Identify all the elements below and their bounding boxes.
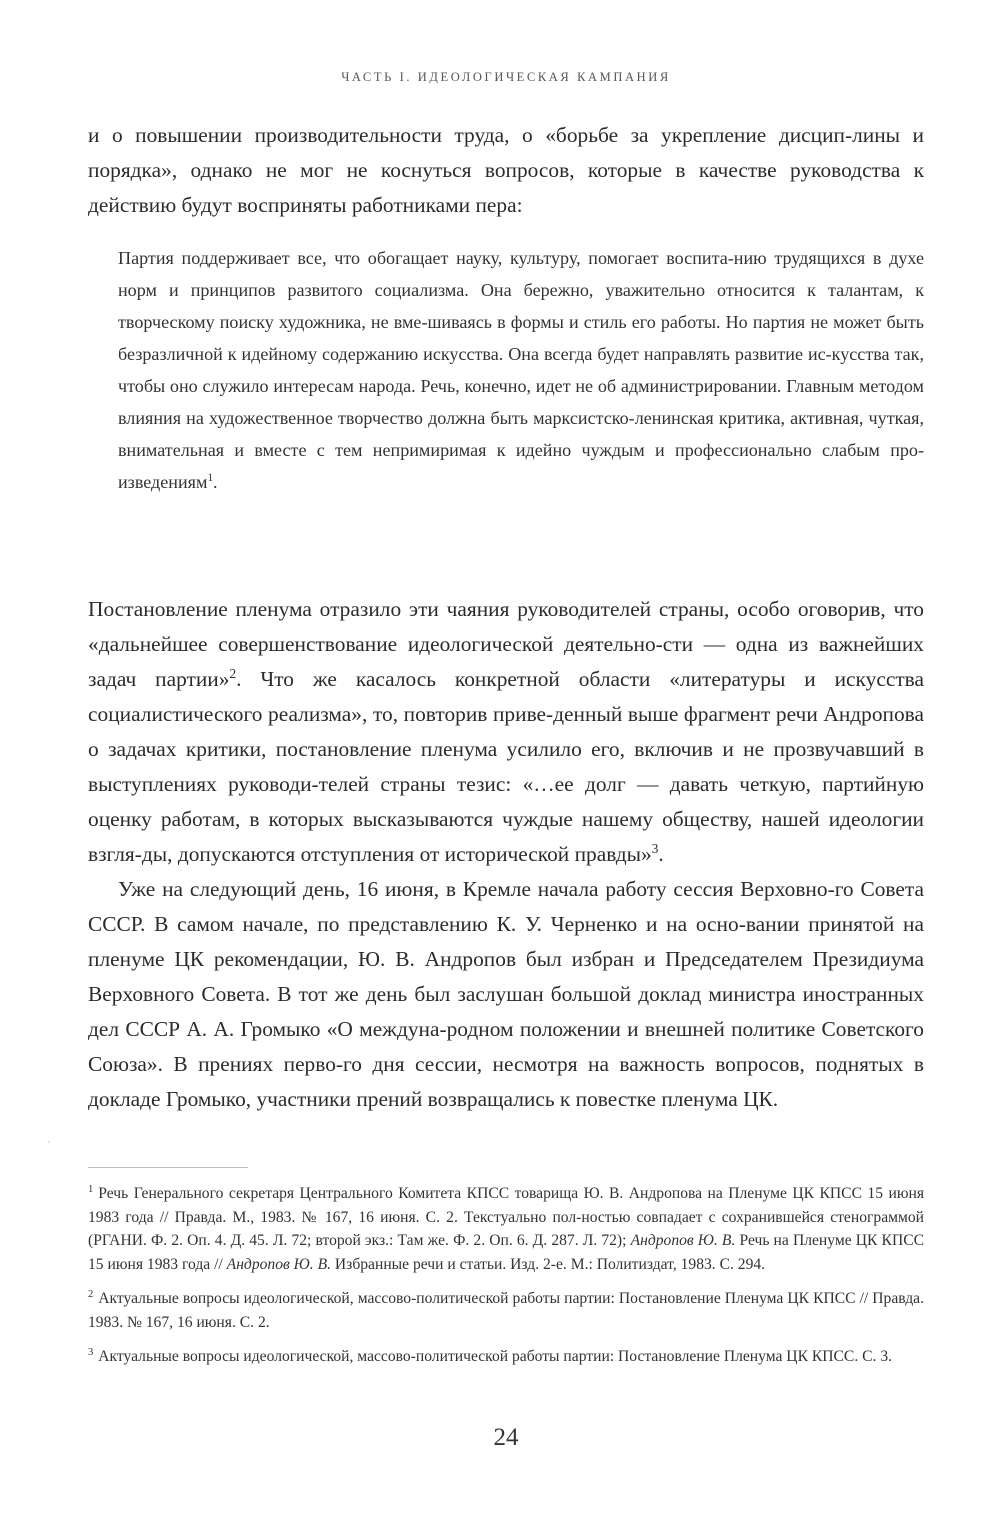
block-quote bbox=[118, 242, 924, 498]
footnote-1-author-2: Андропов Ю. В. bbox=[226, 1255, 331, 1273]
footnote-3 bbox=[88, 1345, 924, 1369]
page-number: 24 bbox=[493, 1424, 519, 1451]
paragraph-2-part-a: Постановление пленума отразило эти чаяния руководителей страны, особо оговорив, что «дальнейшее совершенствование идеологической деятельно-сти — одна из важнейших задач партии» bbox=[88, 597, 924, 691]
footnote-1-mark: 1 bbox=[88, 1183, 94, 1195]
footnote-1-text-b: Речь на Пленуме ЦК КПСС 15 июня 1983 года // bbox=[88, 1232, 925, 1273]
book-page bbox=[88, 0, 924, 1518]
paragraph-3: Уже на следующий день, 16 июня, в Кремле начала работу сессия Верховно-го Совета СССР. В самом начале, по представлению К. У. Черненко и на осно-вании принятой на пленуме ЦК рекомендации, Ю. В. Андропов был избран и Председателем Президиума Верховного Совета. В тот же день был заслушан большой доклад министра иностранных дел СССР А. А. Громыко «О междуна-родном положении и внешней политике Советского Союза». В прениях перво-го дня сессии, несмотря на важность вопросов, поднятых в докладе Громыко, участники прений возвращались к повестке пленума ЦК. bbox=[88, 877, 924, 1111]
running-header: ЧАСТЬ I. ИДЕОЛОГИЧЕСКАЯ КАМПАНИЯ bbox=[341, 70, 671, 84]
footnote-1-text-c: Избранные речи и статьи. Изд. 2-е. М.: Политиздат, 1983. С. 294. bbox=[331, 1255, 766, 1273]
footnote-ref-2[interactable]: 2 bbox=[229, 665, 237, 681]
footnote-divider bbox=[88, 1167, 248, 1168]
footnote-2 bbox=[88, 1287, 924, 1334]
footnote-3-text: Актуальные вопросы идеологической, массово-политической работы партии: Постановление Пленума ЦК КПСС. С. 3. bbox=[98, 1348, 893, 1365]
quote-paragraph bbox=[118, 242, 924, 498]
footnotes bbox=[88, 1182, 924, 1380]
paragraph-2-part-b: . Что же касалось конкретной области «литературы и искусства социалистического реализма», то, повторив приве-денный выше фрагмент речи Андропова о задачах критики, постановление пленума усилило его, включив и не прозвучавший в выступлениях руководи-телей страны тезис: «…ее долг — давать четкую, партийную оценку работам, в которых высказываются чуждые нашему обществу, нашей идеологии взгля-ды, допускаются отступления от исторической правды» bbox=[88, 667, 924, 866]
margin-speck bbox=[48, 1141, 50, 1143]
footnote-2-text: Актуальные вопросы идеологической, массово-политической работы партии: Постановление Пленума ЦК КПСС // Правда. 1983. № 167, 16 июня. С. 2. bbox=[88, 1290, 924, 1331]
footnote-1 bbox=[88, 1182, 924, 1276]
paragraph-2 bbox=[88, 592, 924, 872]
paragraph-1: и о повышении производительности труда, о «борьбе за укрепление дисцип-лины и порядка», однако не мог не коснуться вопросов, которые в качестве руководства к действию будут восприняты работниками пера: bbox=[88, 123, 924, 217]
quote-text: Партия поддерживает все, что обогащает науку, культуру, помогает воспита-нию трудящихся в духе норм и принципов развитого социализма. Она бережно, уважительно относится к талантам, к творческому поиску художника, не вме-шиваясь в формы и стиль его работы. Но партия не может быть безразличной к идейному содержанию искусства. Она всегда будет направлять развитие ис-кусства так, чтобы оно служило интересам народа. Речь, конечно, идет не об администрировании. Главным методом влияния на художественное творчество должна быть марксистско-ленинская критика, активная, чуткая, внимательная и вместе с тем непримиримая к идейно чуждым и профессионально слабым про-изведениям bbox=[118, 248, 924, 492]
footnote-ref-1[interactable]: 1 bbox=[207, 471, 214, 484]
main-text-bottom bbox=[88, 592, 924, 1117]
footnote-2-mark: 2 bbox=[88, 1288, 94, 1300]
footnote-1-text-a: Речь Генерального секретаря Центрального Комитета КПСС товарища Ю. В. Андропова на Пленуме ЦК КПСС 15 июня 1983 года // Правда. М., 1983. № 167, 16 июня. С. 2. Текстуально пол-ностью совпадает с сохранившейся стенограммой (РГАНИ. Ф. 2. Оп. 4. Д. 45. Л. 72; второй экз.: Там же. Ф. 2. Оп. 6. Д. 287. Л. 72); bbox=[88, 1185, 924, 1249]
main-text-top bbox=[88, 118, 924, 223]
footnote-ref-3[interactable]: 3 bbox=[651, 840, 659, 856]
footnote-3-mark: 3 bbox=[88, 1346, 94, 1358]
footnote-1-author-1: Андропов Ю. В. bbox=[630, 1232, 736, 1249]
quote-end: . bbox=[213, 472, 218, 492]
paragraph-2-end: . bbox=[658, 842, 664, 866]
